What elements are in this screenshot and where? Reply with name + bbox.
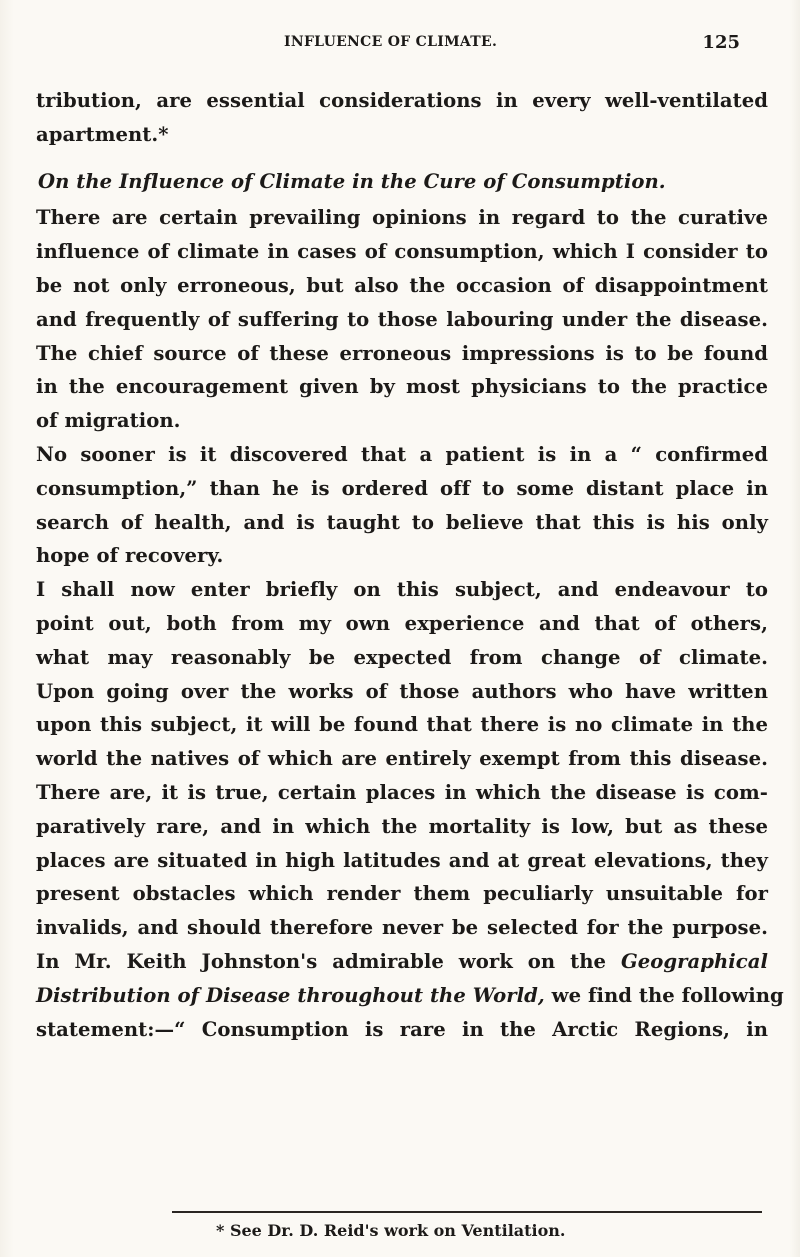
- text-line: upon this subject, it will be found that there is no climate in the: [36, 713, 768, 737]
- text-line: what may reasonably be expected from change of climate.: [36, 645, 768, 669]
- text-line: world the natives of which are entirely exempt from this disease.: [36, 747, 768, 771]
- text-line: influence of climate in cases of consumption, which I consider to: [36, 240, 768, 264]
- text-line: of migration.: [36, 409, 181, 433]
- text-line: statement:—“ Consumption is rare in the Arctic Regions, in: [36, 1017, 768, 1041]
- text-line: apartment.*: [36, 122, 169, 146]
- text-line: hope of recovery.: [36, 544, 224, 568]
- italic-title-run: Geographical: [620, 949, 768, 973]
- text-run: In Mr. Keith Johnston's admirable work on the: [36, 949, 607, 973]
- text-line: The chief source of these erroneous impressions is to be found: [36, 341, 768, 365]
- text-line: No sooner is it discovered that a patient is in a “ confirmed: [36, 442, 768, 466]
- text-line: Upon going over the works of those authors who have written: [36, 679, 768, 703]
- running-head: [230, 34, 740, 56]
- text-line: and frequently of suffering to those labouring under the disease.: [36, 307, 768, 331]
- text-line: point out, both from my own experience and that of others,: [36, 611, 768, 635]
- italic-title-run: Distribution of Disease throughout the World,: [36, 983, 545, 1007]
- text-line: I shall now enter briefly on this subject, and endeavour to: [36, 578, 768, 602]
- text-line: paratively rare, and in which the mortality is low, but as these: [36, 814, 768, 838]
- text-line: places are situated in high latitudes and at great elevations, they: [36, 848, 768, 872]
- text-line: in the encouragement given by most physicians to the practice: [36, 375, 768, 399]
- footnote: * See Dr. D. Reid's work on Ventilation.: [216, 1221, 566, 1240]
- body-text: [36, 84, 784, 1046]
- text-line: invalids, and should therefore never be selected for the purpose.: [36, 916, 768, 940]
- page-number: 125: [702, 32, 740, 53]
- text-line: [36, 945, 768, 979]
- text-line: There are certain prevailing opinions in regard to the curative: [36, 206, 768, 230]
- text-line: search of health, and is taught to believe that this is his only: [36, 510, 768, 534]
- text-line: There are, it is true, certain places in which the disease is com-: [36, 780, 768, 804]
- footnote-divider: [172, 1211, 762, 1213]
- running-title: INFLUENCE OF CLIMATE.: [284, 34, 498, 50]
- text-line: tribution, are essential considerations in every well-ventilated: [36, 89, 768, 112]
- text-line: consumption,” than he is ordered off to some distant place in: [36, 476, 768, 500]
- text-line: be not only erroneous, but also the occasion of disappointment: [36, 273, 768, 297]
- section-heading: On the Influence of Climate in the Cure of Consumption.: [38, 169, 666, 193]
- text-run: we find the following: [544, 983, 784, 1007]
- text-line: [36, 979, 784, 1013]
- text-line: present obstacles which render them peculiarly unsuitable for: [36, 882, 768, 906]
